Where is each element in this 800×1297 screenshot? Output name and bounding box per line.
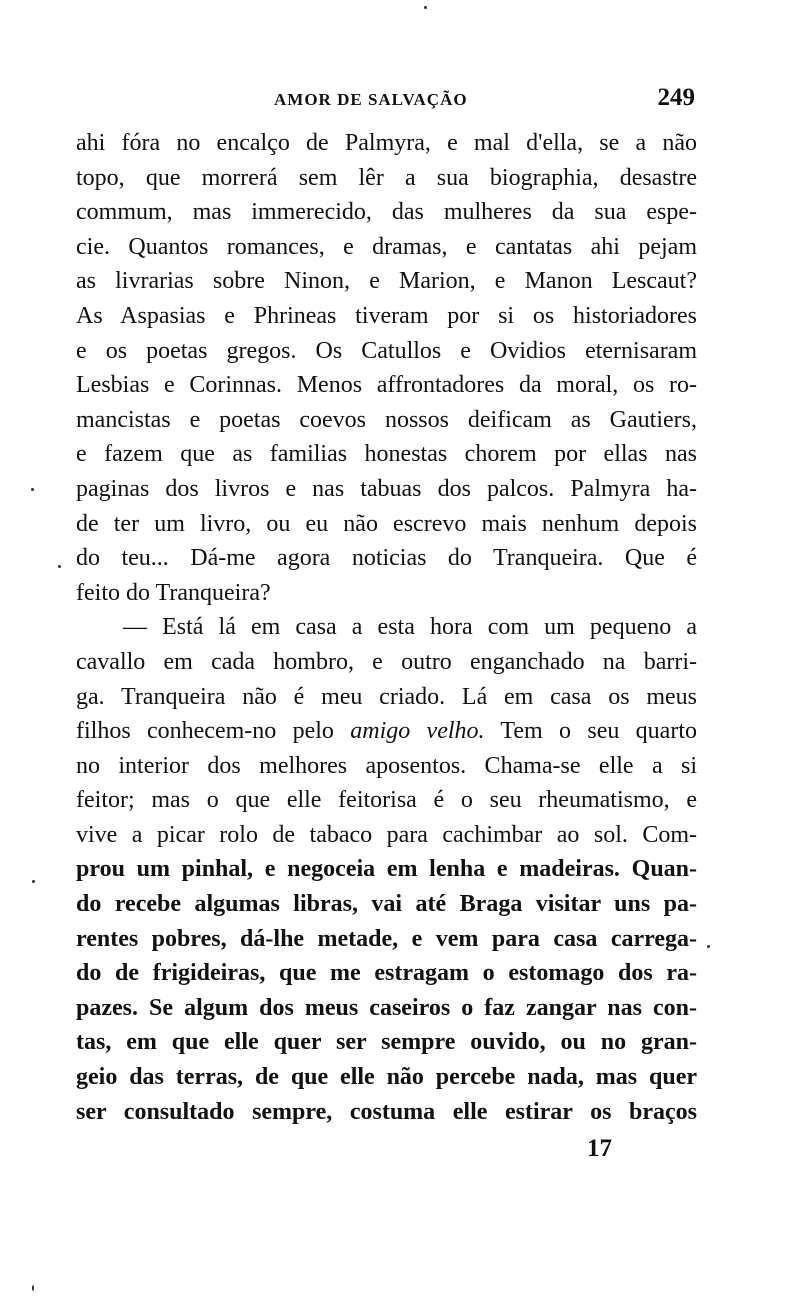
text-line: no interior dos melhores aposentos. Chama-se elle a si bbox=[76, 752, 697, 779]
text-line: do de frigideiras, que me estragam o estomago dos ra- bbox=[76, 960, 697, 987]
text-line: de ter um livro, ou eu não escrevo mais nenhum depois bbox=[76, 510, 697, 537]
text-line: topo, que morrerá sem lêr a sua biographia, desastre bbox=[76, 164, 697, 191]
text-line: feito do Tranqueira? bbox=[76, 579, 271, 606]
text-line: — Está lá em casa a esta hora com um pequeno a bbox=[123, 614, 697, 641]
text-line: e fazem que as familias honestas chorem por ellas nas bbox=[76, 441, 697, 468]
text-line: paginas dos livros e nas tabuas dos palcos. Palmyra ha- bbox=[76, 475, 697, 502]
print-speck bbox=[424, 6, 427, 9]
text-line: cie. Quantos romances, e dramas, e cantatas ahi pejam bbox=[76, 233, 697, 260]
body-text bbox=[76, 126, 697, 1129]
text-segment: filhos conhecem-no pelo bbox=[76, 718, 334, 745]
text-line: Lesbias e Corinnas. Menos affrontadores da moral, os ro- bbox=[76, 372, 697, 399]
text-line: mancistas e poetas coevos nossos deificam as Gautiers, bbox=[76, 406, 697, 433]
text-line: ahi fóra no encalço de Palmyra, e mal d'ella, se a não bbox=[76, 130, 697, 156]
text-segment: Tem o seu quarto bbox=[500, 718, 697, 745]
text-line: do teu... Dá-me agora noticias do Tranqueira. Que é bbox=[76, 545, 697, 572]
text-line: do recebe algumas libras, vai até Braga visitar uns pa- bbox=[76, 891, 697, 918]
running-title: AMOR DE SALVAÇÃO bbox=[274, 90, 468, 109]
page-number: 249 bbox=[657, 84, 695, 111]
signature-mark: 17 bbox=[587, 1135, 612, 1162]
print-speck bbox=[58, 565, 61, 568]
text-line: cavallo em cada hombro, e outro enganchado na barri- bbox=[76, 648, 697, 675]
text-line: vive a picar rolo de tabaco para cachimbar ao sol. Com- bbox=[76, 821, 697, 848]
text-line: As Aspasias e Phrineas tiveram por si os historiadores bbox=[76, 302, 697, 329]
text-line: prou um pinhal, e negoceia em lenha e madeiras. Quan- bbox=[76, 856, 697, 883]
text-line: feitor; mas o que elle feitorisa é o seu rheumatismo, e bbox=[76, 787, 697, 814]
print-speck bbox=[707, 945, 710, 948]
italic-phrase: amigo velho. bbox=[350, 718, 485, 745]
text-line: tas, em que elle quer ser sempre ouvido, ou no gran- bbox=[76, 1029, 697, 1056]
text-line: geio das terras, de que elle não percebe nada, mas quer bbox=[76, 1064, 697, 1091]
text-line: pazes. Se algum dos meus caseiros o faz zangar nas con- bbox=[76, 994, 697, 1021]
print-speck bbox=[32, 1285, 34, 1291]
text-line: ser consultado sempre, costuma elle estirar os braços bbox=[76, 1098, 697, 1125]
text-line: commum, mas immerecido, das mulheres da sua espe- bbox=[76, 199, 697, 226]
text-line: ga. Tranqueira não é meu criado. Lá em casa os meus bbox=[76, 683, 697, 710]
page-header bbox=[76, 84, 697, 118]
paragraph-2 bbox=[76, 610, 697, 1129]
text-line bbox=[76, 714, 697, 749]
print-speck bbox=[32, 880, 35, 883]
text-line: rentes pobres, dá-lhe metade, e vem para casa carrega- bbox=[76, 925, 697, 952]
text-line: e os poetas gregos. Os Catullos e Ovidios eternisaram bbox=[76, 337, 697, 364]
paragraph-1 bbox=[76, 126, 697, 610]
print-speck bbox=[31, 488, 34, 491]
text-line: as livrarias sobre Ninon, e Marion, e Manon Lescaut? bbox=[76, 268, 697, 295]
